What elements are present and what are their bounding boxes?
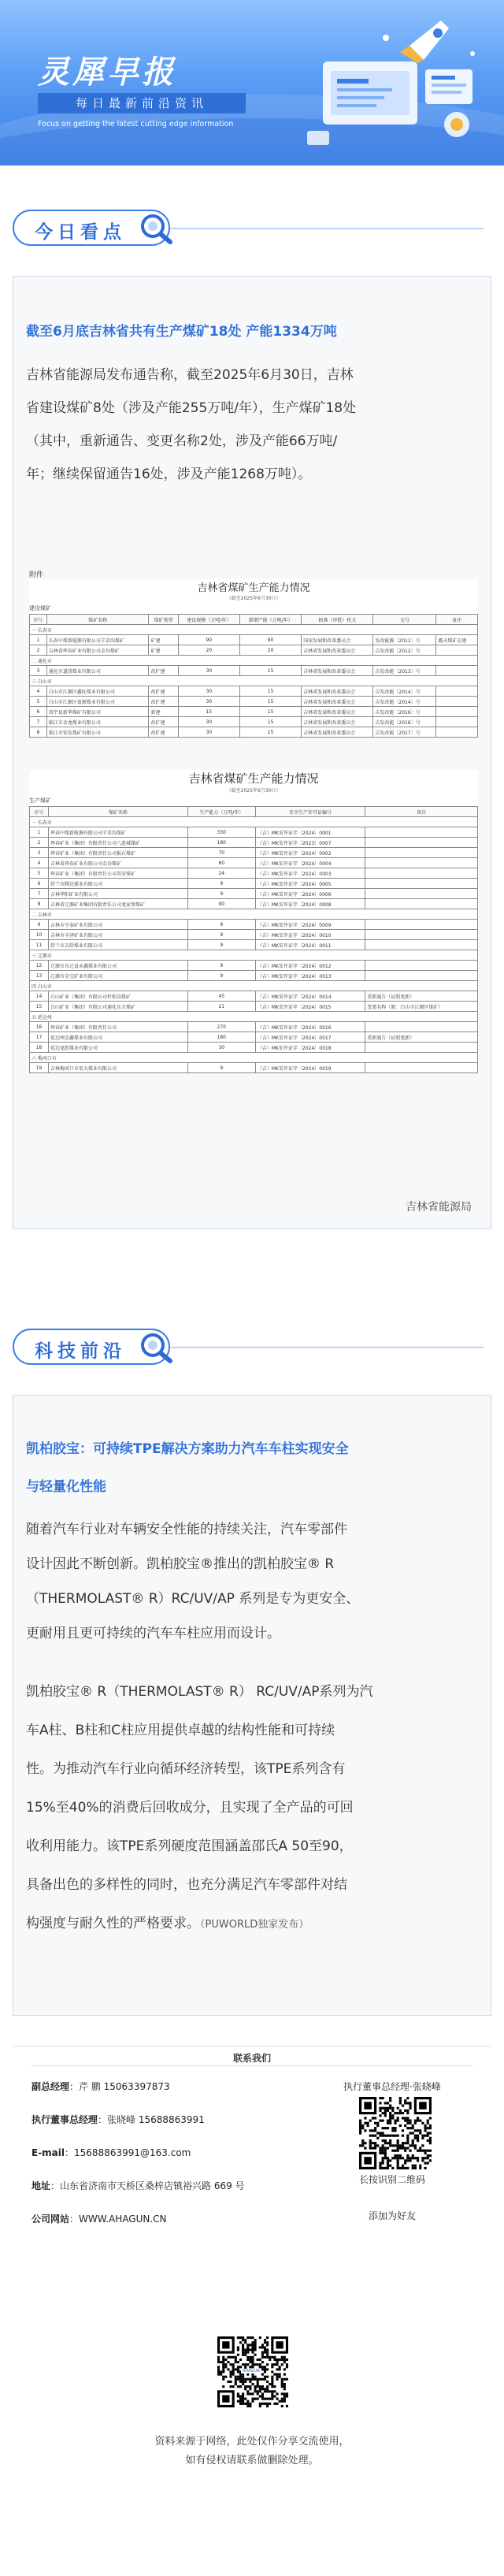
table-cell: 5 — [30, 868, 49, 879]
table-cell: 30 — [178, 666, 239, 676]
table-cell: 90 — [187, 899, 255, 909]
table-cell: 吉林省发展和改革委员会 — [302, 727, 373, 738]
news-paragraph-line: （THERMOLAST® R）RC/UV/AP 系列是专为更安全、 — [26, 1591, 360, 1607]
news-body — [26, 359, 483, 491]
table-cell: 舒兰市吉舒煤业有限公司 — [49, 940, 188, 950]
section-header-tech — [13, 1329, 186, 1365]
table-cell: 吉林省发展和改革委员会 — [302, 666, 373, 676]
news-paragraph-text: 构强度与耐久性的严格要求。 — [26, 1916, 200, 1931]
contact-right-title: 执行董事总经理·张晓峰 — [343, 2081, 441, 2092]
table-cell: （吉）MK安许证字〔2024〕0005 — [255, 879, 365, 889]
contact-label: 地址 — [32, 2180, 51, 2191]
table-row — [30, 940, 478, 950]
news-paragraph-line — [26, 1905, 483, 1944]
table-cell: 白山矿业（集团）有限公司通化东方煤矿 — [49, 1002, 188, 1012]
table-section-label: 生产煤矿 — [29, 797, 51, 804]
table-row — [30, 899, 478, 909]
table-cell — [365, 879, 478, 889]
table-cell: 9 — [187, 1063, 255, 1073]
contact-label: 执行董事总经理 — [32, 2114, 98, 2125]
table-cell: 15 — [239, 717, 301, 727]
table-group-row — [30, 817, 478, 827]
table-row — [30, 686, 478, 697]
production-coal-table — [29, 806, 478, 1073]
table-cell: 吉发改能〔2013〕号 — [373, 666, 436, 676]
table-row — [30, 827, 478, 838]
news-paragraph-line: 凯柏胶宝® R（THERMOLAST® R） RC/UV/AP系列为汽 — [26, 1684, 373, 1700]
table-cell: 9 — [187, 879, 255, 889]
table-cell: 吉林省发展和改革委员会 — [302, 697, 373, 707]
table-group-row — [30, 981, 478, 991]
table-cell: 改扩建 — [149, 666, 178, 676]
table-caption: 吉林省煤矿生产能力情况 — [188, 771, 319, 786]
table-row — [30, 1063, 478, 1073]
table-cell: 吉发改能〔2017〕号 — [373, 727, 436, 738]
table-group-name: 五 延边州 — [30, 1012, 478, 1022]
table-cell: 吉林省发展和改革委员会 — [302, 717, 373, 727]
brand-subtitle: 每日最新前沿资讯 — [38, 93, 246, 113]
news-paragraph-line: 15%至40%的消费后回收成分，且实现了全产品的可回 — [26, 1800, 354, 1816]
table-cell: 辽源市金宝矿业有限公司 — [49, 971, 188, 981]
table-cell — [365, 971, 478, 981]
disclaimer — [0, 2433, 504, 2470]
table-cell — [436, 727, 478, 738]
contact-row-deputy — [32, 2080, 170, 2093]
table-cell: 珲春中煤新能源有限公司羊草沟煤矿 — [49, 827, 188, 838]
qr-logo-label: AHAGUN — [243, 2369, 260, 2373]
table-cell — [436, 686, 478, 697]
table-group-name: 一 长春市 — [30, 625, 478, 635]
table-cell: 通化市道清煤业有限公司 — [46, 666, 149, 676]
table-group-name: 二 通化市 — [30, 656, 478, 666]
news-paragraph-line: 省建设煤矿8处（涉及产能255万吨/年），生产煤矿18处 — [26, 400, 357, 416]
table-cell: 9 — [187, 971, 255, 981]
wechat-qr-code-icon[interactable] — [359, 2097, 432, 2169]
table-cell: （吉）MK安许证字〔2024〕0006 — [255, 889, 365, 899]
header-banner — [0, 0, 504, 165]
table-cell: 60 — [187, 858, 255, 868]
table-row — [30, 889, 478, 899]
news-title — [26, 1430, 480, 1506]
table-row — [30, 635, 478, 645]
table-cell: 吉林省发展和改革委员会 — [302, 686, 373, 697]
table-cell: 9 — [187, 940, 255, 950]
table-cell: 18 — [30, 1043, 49, 1053]
table-cell: 15 — [30, 1002, 49, 1012]
table-cell: 7 — [30, 889, 49, 899]
news-paragraph-line: （其中，重新通告、变更名称2处，涉及产能66万吨/ — [26, 433, 338, 449]
table-cell: 180 — [187, 838, 255, 848]
table-cell: 13 — [30, 971, 49, 981]
table-cell: 30 — [178, 697, 239, 707]
table-group-name: 二 吉林市 — [30, 909, 478, 920]
table-row — [30, 868, 478, 879]
table-cell: 1 — [30, 635, 47, 645]
news-paragraph-line: 收利用能力。该TPE系列硬度范围涵盖邵氏A 50至90， — [26, 1838, 353, 1854]
news-paragraph-line: 随着汽车行业对车辆安全性能的持续关注，汽车零部件 — [26, 1522, 347, 1537]
table-cell: 15 — [239, 707, 301, 717]
table-cell: 20 — [178, 645, 239, 656]
table-cell: 延边州金鑫煤业有限公司 — [49, 1032, 188, 1043]
table-cell: 8 — [30, 899, 49, 909]
table-cell — [365, 1063, 478, 1073]
table-cell: 24 — [187, 868, 255, 879]
table-cell — [436, 717, 478, 727]
table-cell: 21 — [187, 1002, 255, 1012]
table-group-row — [30, 1012, 478, 1022]
disclaimer-line: 资料来源于网络，此处仅作分享交流使用， — [154, 2436, 350, 2448]
table-cell — [436, 707, 478, 717]
table-subcaption: （截至2025年6月30日） — [226, 596, 281, 601]
table-cell — [365, 848, 478, 858]
table-cell: （吉）MK安许证字〔2024〕0002 — [255, 848, 365, 858]
table-cell: 30 — [187, 1043, 255, 1053]
table-cell: 辽源市东辽县永鑫煤业有限公司 — [49, 961, 188, 971]
table-group-name: 六 梅河口市 — [30, 1053, 478, 1063]
table-cell: 30 — [178, 686, 239, 697]
table-cell: 吉林梅河口市宏大煤业有限公司 — [49, 1063, 188, 1073]
contact-label: 副总经理 — [32, 2081, 70, 2092]
table-cell: 吉发改能〔2014〕号 — [373, 697, 436, 707]
table-cell — [365, 1022, 478, 1032]
table-cell — [365, 940, 478, 950]
table-header-cell: 新增产能（万吨/年） — [239, 615, 301, 625]
news-title-line: 与轻量化性能 — [26, 1479, 106, 1495]
news-body — [26, 1673, 483, 1944]
table-cell — [365, 868, 478, 879]
table-cell: 30 — [178, 717, 239, 727]
table-header-cell: 备注 — [365, 807, 478, 817]
production-table-image — [29, 770, 478, 1073]
table-cell — [365, 930, 478, 940]
table-cell: （吉）MK安许证字〔2024〕0012 — [255, 961, 365, 971]
table-group-row — [30, 909, 478, 920]
table-row — [30, 971, 478, 981]
table-cell — [365, 1043, 478, 1053]
table-cell: 330 — [187, 827, 255, 838]
table-cell: 14 — [30, 991, 49, 1002]
qr-add-friend: 添加为好友 — [369, 2210, 417, 2221]
table-header-cell: 生产能力（万吨/年） — [187, 807, 255, 817]
news-paragraph-line: 吉林省能源局发布通告称，截至2025年6月30日，吉林 — [26, 367, 354, 383]
contact-row-address — [32, 2179, 245, 2192]
table-cell: 90 — [239, 635, 301, 645]
table-cell: 舒兰市腾达煤业有限公司 — [49, 879, 188, 889]
contact-label: 公司网站 — [32, 2214, 70, 2225]
table-group-row — [30, 950, 478, 961]
table-cell: 珲春矿业（集团）有限责任公司八连城煤矿 — [49, 838, 188, 848]
news-title-line: 凯柏胶宝：可持续TPE解决方案助力汽车车柱实现安全 — [26, 1441, 349, 1457]
table-row — [30, 717, 478, 727]
section-divider — [169, 1347, 484, 1348]
table-cell: 20 — [239, 645, 301, 656]
news-paragraph-line: 年；继续保留通告16处，涉及产能1268万吨）。 — [26, 467, 312, 482]
table-row — [30, 666, 478, 676]
contact-divider — [32, 2065, 472, 2066]
table-cell: （吉）MK安许证字〔2024〕0003 — [255, 868, 365, 879]
qr-scan-hint: 长按识别二维码 — [359, 2174, 426, 2185]
table-row — [30, 1032, 478, 1043]
table-cell: 45 — [187, 991, 255, 1002]
news-title: 截至6月底吉林省共有生产煤矿18处 产能1334万吨 — [26, 324, 337, 340]
contact-value: ：山东省济南市天桥区桑梓店镇裕兴路 669 号 — [50, 2180, 245, 2191]
table-cell: 吉发改能〔2012〕号 — [373, 645, 436, 656]
table-cell: 改扩建 — [149, 686, 178, 697]
attachment-label: 附件 — [29, 571, 44, 579]
table-header-cell: 建设规模（万吨/年） — [178, 615, 239, 625]
table-cell: 1 — [30, 827, 49, 838]
news-paragraph-line: 性。为推动汽车行业向循环经济转型，该TPE系列含有 — [26, 1761, 346, 1777]
table-cell: 珲春矿业（集团）有限责任公司英安煤矿 — [49, 868, 188, 879]
table-cell: 16 — [30, 1022, 49, 1032]
table-cell — [436, 645, 478, 656]
table-row — [30, 991, 478, 1002]
table-group-row — [30, 625, 478, 635]
table-cell: （吉）MK安许证字〔2023〕0007 — [255, 838, 365, 848]
table-cell: （吉）MK安许证字〔2024〕0001 — [255, 827, 365, 838]
section-title: 科技前沿 — [35, 1341, 126, 1362]
table-cell: （吉）MK安许证字〔2024〕0011 — [255, 940, 365, 950]
table-cell: 70 — [187, 848, 255, 858]
table-cell: 靖宇县新华煤矿有限公司 — [46, 707, 149, 717]
contact-value: ：张晓峰 15688863991 — [98, 2114, 205, 2125]
table-cell: 9 — [187, 930, 255, 940]
table-cell: 9 — [187, 889, 255, 899]
table-row — [30, 727, 478, 738]
table-group-row — [30, 676, 478, 686]
news-source-inline: （PUWORLD独家发布） — [200, 1919, 309, 1931]
contact-website-link[interactable]: ：WWW.AHAGUN.CN — [69, 2214, 167, 2225]
table-cell: 吉林省辽源矿业集团有限责任公司龙家堡煤矿 — [49, 899, 188, 909]
table-cell: 矿建 — [149, 645, 178, 656]
table-cell — [436, 666, 478, 676]
table-cell: 重新通告（证照更新） — [365, 991, 478, 1002]
table-cell: 3 — [30, 848, 49, 858]
table-cell — [436, 697, 478, 707]
table-cell: 长春中煤新能源有限公司羊草沟煤矿 — [46, 635, 149, 645]
table-header-cell: 备注 — [436, 615, 478, 625]
table-section-label: 建设煤矿 — [29, 605, 51, 611]
table-cell: 发改能源〔2011〕号 — [373, 635, 436, 645]
contact-title: 联系我们 — [232, 2053, 271, 2064]
table-cell: 15 — [239, 727, 301, 738]
contact-row-website — [32, 2212, 167, 2225]
table-cell: 吉发改能〔2016〕号 — [373, 707, 436, 717]
table-cell: 吉发改能〔2016〕号 — [373, 717, 436, 727]
table-header-cell: 序号 — [30, 615, 47, 625]
table-row — [30, 879, 478, 889]
table-cell: 白山市江源区富源煤业有限公司 — [46, 697, 149, 707]
section-header-today — [13, 210, 186, 246]
table-cell: 2 — [30, 838, 49, 848]
table-cell: （吉）MK安许证字〔2024〕0016 — [255, 1022, 365, 1032]
table-cell: 露天煤矿在建 — [436, 635, 478, 645]
table-cell: 吉林省发展和改革委员会 — [302, 645, 373, 656]
contact-row-email — [32, 2146, 191, 2159]
table-cell: 国家发展和改革委员会 — [302, 635, 373, 645]
table-row — [30, 645, 478, 656]
table-cell: 新建 — [149, 707, 178, 717]
table-row — [30, 848, 478, 858]
table-cell: （吉）MK安许证字〔2024〕0009 — [255, 920, 365, 930]
news-paragraph-line: 更耐用且更可持续的汽车车柱应用而设计。 — [26, 1626, 280, 1641]
table-row — [30, 1022, 478, 1032]
table-header-cell: 煤矿名称 — [46, 615, 149, 625]
rocket-illustration-icon — [291, 14, 488, 152]
table-cell: 5 — [30, 697, 47, 707]
table-cell: 7 — [30, 717, 47, 727]
table-cell: 15 — [239, 686, 301, 697]
table-cell: 吉林省珲春矿业有限公司金谷煤矿 — [49, 858, 188, 868]
table-cell: 白山市江源区鑫旺煤业有限公司 — [46, 686, 149, 697]
contact-label: E-mail — [32, 2147, 65, 2158]
news-paragraph-line: 具备出色的多样性的同时，也充分满足汽车零部件对结 — [26, 1877, 347, 1893]
table-header-cell: 煤矿类型 — [149, 615, 178, 625]
contact-value: ：芹 鹏 15063397873 — [69, 2081, 170, 2092]
table-cell: 珲春矿业（集团）有限责任公司板石煤矿 — [49, 848, 188, 858]
table-header-cell: 煤矿名称 — [49, 807, 188, 817]
table-cell: 临江市金龙煤业有限公司 — [46, 717, 149, 727]
table-cell: 12 — [30, 961, 49, 971]
table-cell — [365, 827, 478, 838]
table-cell: 4 — [30, 686, 47, 697]
table-row — [30, 1043, 478, 1053]
table-cell: 重新通告（证照更新） — [365, 1032, 478, 1043]
construction-table-image — [29, 579, 478, 738]
table-cell: 11 — [30, 940, 49, 950]
table-cell: （吉）MK安许证字〔2024〕0010 — [255, 930, 365, 940]
table-cell: （吉）MK安许证字〔2024〕0019 — [255, 1063, 365, 1073]
table-cell: 270 — [187, 1022, 255, 1032]
table-cell: （吉）MK安许证字〔2024〕0008 — [255, 899, 365, 909]
brand-english: Focus on getting the latest cutting edge information — [38, 120, 234, 128]
table-cell: （吉）MK安许证字〔2024〕0015 — [255, 1002, 365, 1012]
table-header-cell: 核准（审批）机关 — [302, 615, 373, 625]
contact-block — [13, 2046, 491, 2306]
disclaimer-line: 如有侵权请联系做删除处理。 — [185, 2455, 319, 2466]
table-cell: （吉）MK安许证字〔2024〕0004 — [255, 858, 365, 868]
table-cell: 30 — [178, 727, 239, 738]
table-cell: 9 — [187, 961, 255, 971]
table-cell — [365, 961, 478, 971]
table-group-name: 三 辽源市 — [30, 950, 478, 961]
table-group-name: 四 白山市 — [30, 981, 478, 991]
table-cell: 19 — [30, 1063, 49, 1073]
table-row — [30, 920, 478, 930]
table-row — [30, 961, 478, 971]
table-row — [30, 707, 478, 717]
table-cell: 吉发改能〔2014〕号 — [373, 686, 436, 697]
table-cell — [365, 858, 478, 868]
table-cell: 90 — [178, 635, 239, 645]
table-row — [30, 697, 478, 707]
table-group-row — [30, 1053, 478, 1063]
table-cell: 吉林华阳矿业有限公司 — [49, 889, 188, 899]
table-group-name: 三 白山市 — [30, 676, 478, 686]
table-cell: 9 — [30, 920, 49, 930]
news-card-today — [13, 276, 491, 1229]
news-source: 吉林省能源局 — [406, 1201, 472, 1214]
contact-row-ceo — [32, 2113, 205, 2126]
table-cell: 15 — [239, 666, 301, 676]
table-cell: 180 — [187, 1032, 255, 1043]
table-cell: 3 — [30, 666, 47, 676]
table-cell — [365, 899, 478, 909]
table-cell: 变更名称（原：白山市江源区煤矿） — [365, 1002, 478, 1012]
table-header-cell: 安全生产许可证编号 — [255, 807, 365, 817]
table-cell: 2 — [30, 645, 47, 656]
table-cell: 吉林省珲春矿业有限公司金谷煤矿 — [46, 645, 149, 656]
table-cell: 8 — [30, 727, 47, 738]
table-cell: 延边龙跃煤业有限公司 — [49, 1043, 188, 1053]
table-cell: 17 — [30, 1032, 49, 1043]
table-cell: 改扩建 — [149, 697, 178, 707]
table-cell: （吉）MK安许证字〔2024〕0013 — [255, 971, 365, 981]
table-cell: 白山矿业（集团）有限公司杉松岗煤矿 — [49, 991, 188, 1002]
table-subcaption: （截至2025年6月30日） — [226, 788, 281, 794]
table-cell: 9 — [187, 920, 255, 930]
news-paragraph-line: 车A柱、B柱和C柱应用提供卓越的结构性能和可持续 — [26, 1723, 335, 1738]
table-cell — [365, 838, 478, 848]
brand-title: 灵犀早报 — [38, 54, 176, 91]
table-cell: 4 — [30, 858, 49, 868]
table-cell: （吉）MK安许证字〔2024〕0018 — [255, 1043, 365, 1053]
section-divider — [169, 228, 484, 229]
table-row — [30, 858, 478, 868]
table-cell: （吉）MK安许证字〔2024〕0017 — [255, 1032, 365, 1043]
news-paragraph-line: 设计因此不断创新。凯柏胶宝®推出的凯柏胶宝® R — [26, 1556, 335, 1572]
table-cell: 6 — [30, 879, 49, 889]
table-cell: 吉林市丰泽矿业有限公司 — [49, 930, 188, 940]
table-row — [30, 1002, 478, 1012]
table-cell: 15 — [178, 707, 239, 717]
table-cell: 临江市宏发煤矿有限公司 — [46, 727, 149, 738]
table-cell: 矿建 — [149, 635, 178, 645]
table-group-name: 一 长春市 — [30, 817, 478, 827]
table-cell: 吉林省发展和改革委员会 — [302, 707, 373, 717]
table-cell — [365, 920, 478, 930]
table-cell: 15 — [239, 697, 301, 707]
table-cell: 改扩建 — [149, 727, 178, 738]
table-cell: 珲春矿业（集团）有限责任公司 — [49, 1022, 188, 1032]
contact-email[interactable]: ：15688863991@163.com — [65, 2147, 191, 2158]
table-cell — [365, 889, 478, 899]
table-header-cell: 文号 — [373, 615, 436, 625]
table-row — [30, 930, 478, 940]
table-cell: 吉林市亨泰矿业有限公司 — [49, 920, 188, 930]
section-title: 今日看点 — [35, 222, 126, 243]
table-group-row — [30, 656, 478, 666]
news-body — [26, 1512, 483, 1651]
table-cell: 10 — [30, 930, 49, 940]
construction-coal-table — [29, 614, 478, 738]
table-header-cell: 序号 — [30, 807, 49, 817]
table-cell: 改扩建 — [149, 717, 178, 727]
table-caption: 吉林省煤矿生产能力情况 — [197, 582, 310, 594]
table-cell: 6 — [30, 707, 47, 717]
table-row — [30, 838, 478, 848]
table-cell: （吉）MK安许证字〔2024〕0014 — [255, 991, 365, 1002]
news-card-tech — [13, 1395, 491, 2016]
